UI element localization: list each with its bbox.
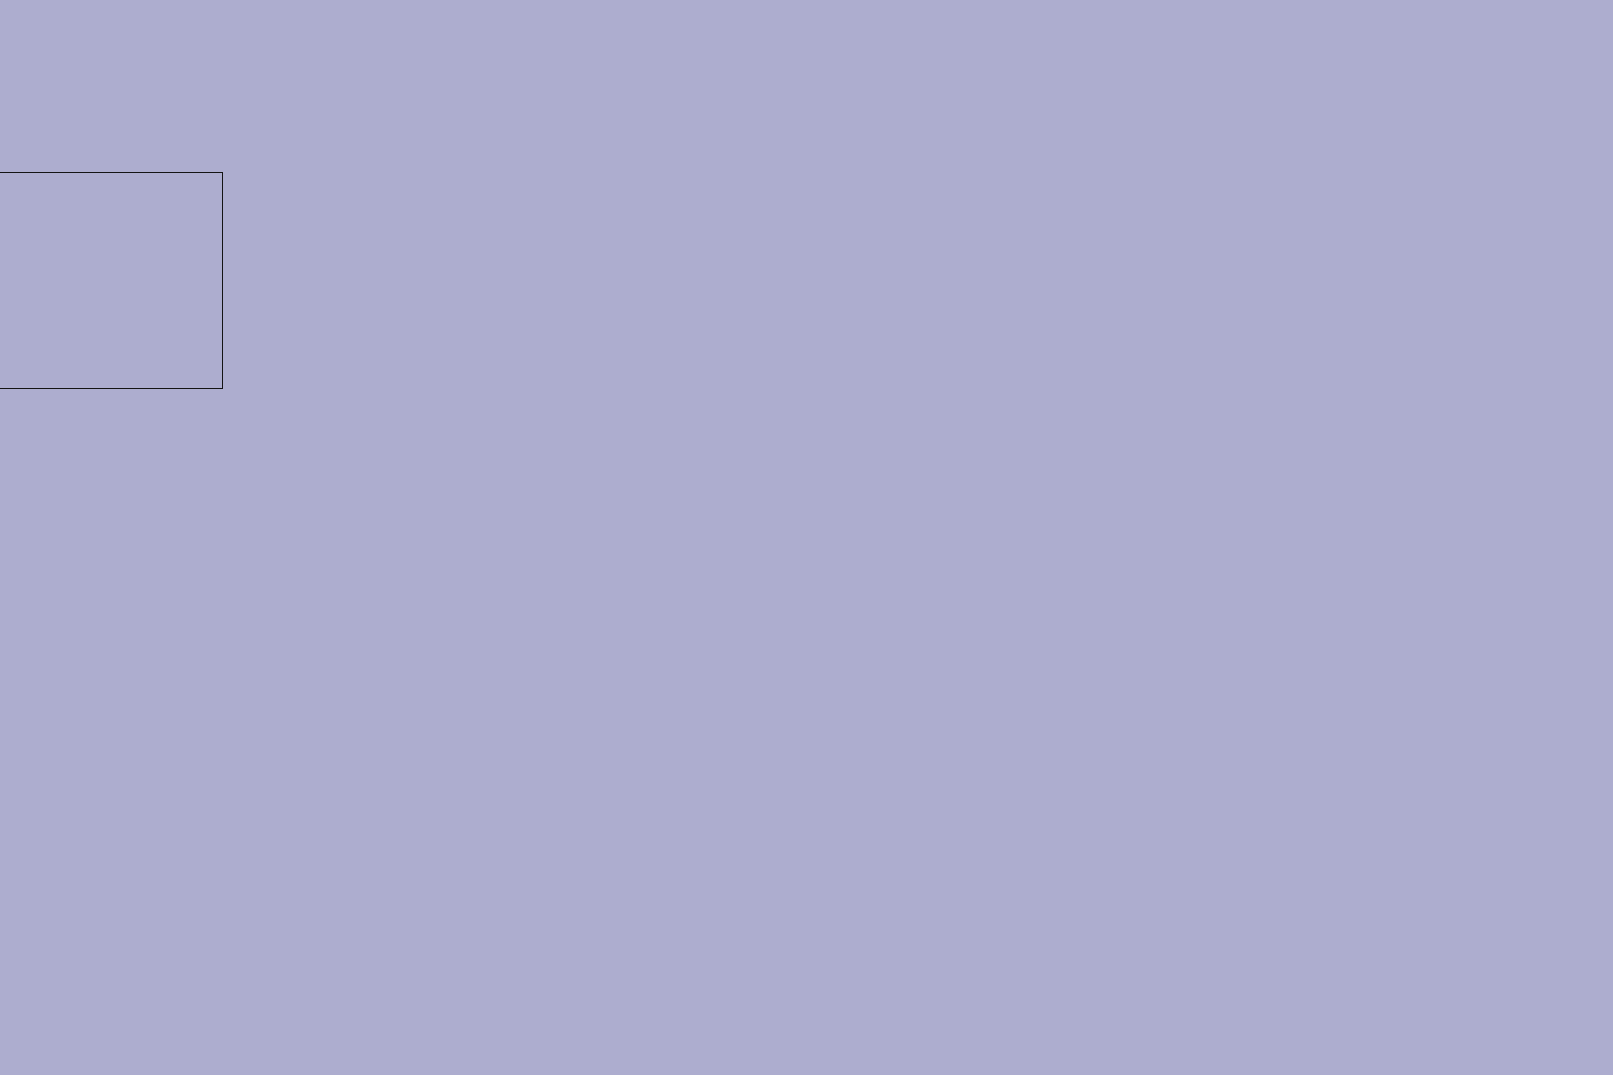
twelve-tone-matrix (0, 172, 223, 389)
